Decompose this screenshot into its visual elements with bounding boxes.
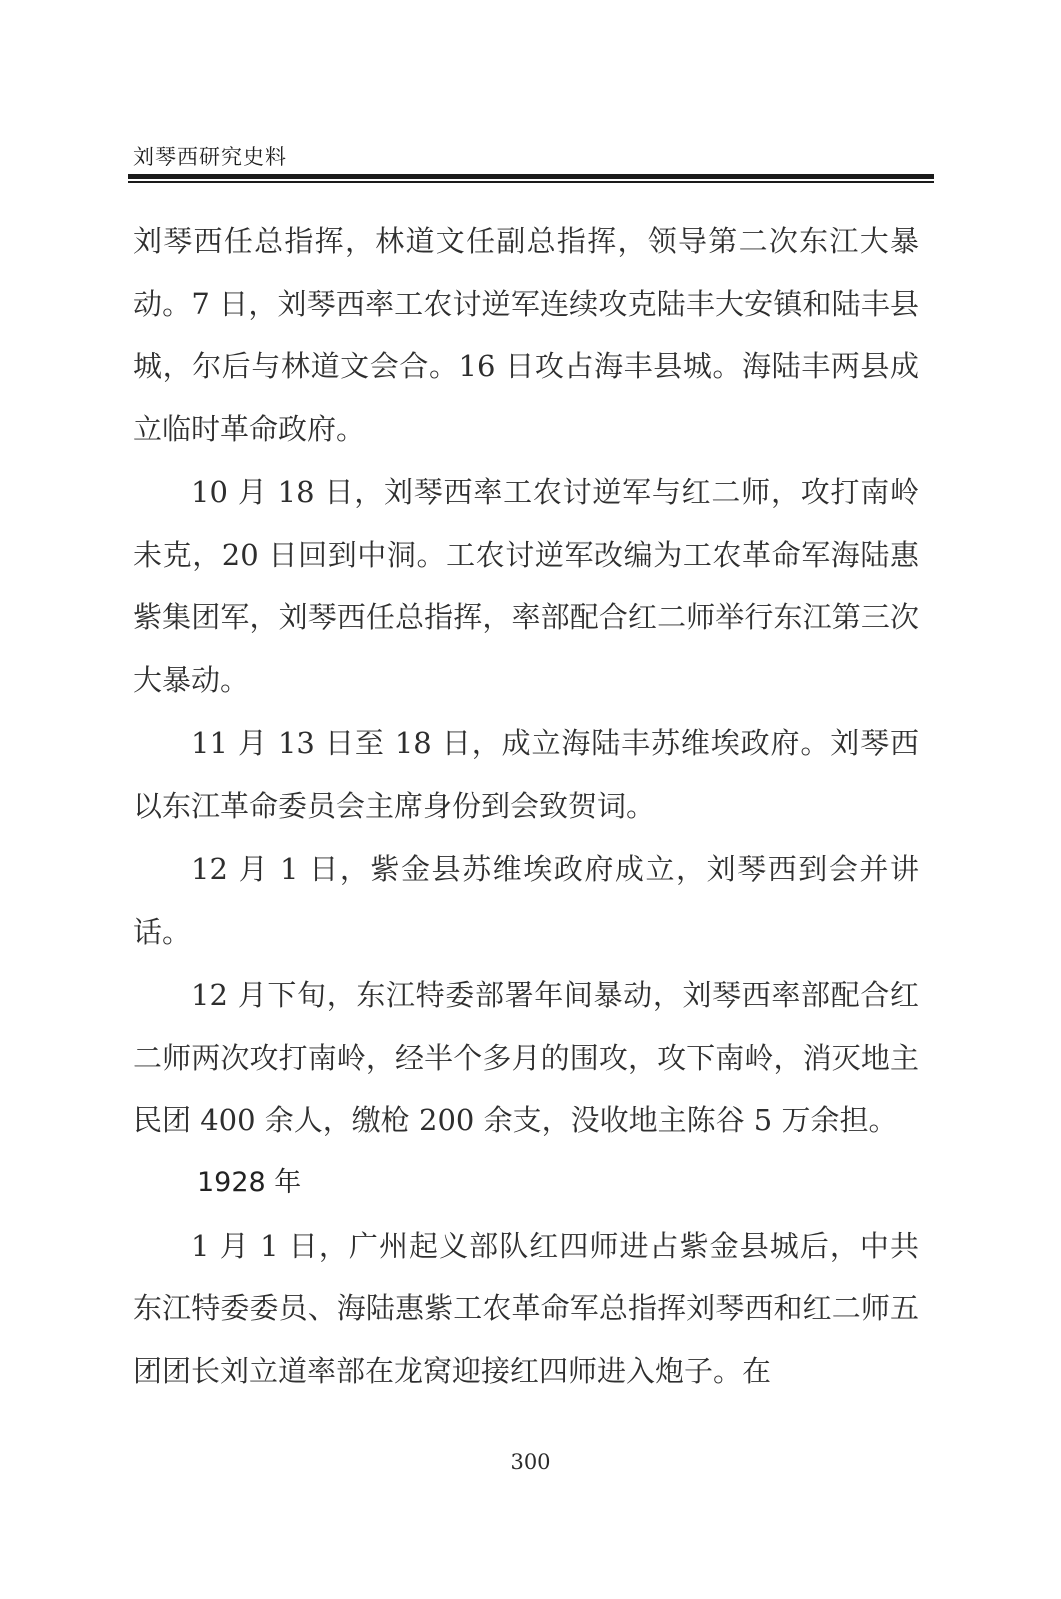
paragraph-oct-18: 10 月 18 日，刘琴西率工农讨逆军与红二师，攻打南岭未克，20 日回到中洞。工农讨逆军改编为工农革命军海陆惠紫集团军，刘琴西任总指挥，率部配合红二师举行东江第三次大暴动。 (133, 475, 919, 697)
page-number: 300 (510, 1450, 551, 1474)
paragraph-jan-1: 1 月 1 日，广州起义部队红四师进占紫金县城后，中共东江特委委员、海陆惠紫工农革命军总指挥刘琴西和红二师五团团长刘立道率部在龙窝迎接红四师进入炮子。在 (133, 1228, 919, 1388)
paragraph-continued: 刘琴西任总指挥，林道文任副总指挥，领导第二次东江大暴动。7 日，刘琴西率工农讨逆军连续攻克陆丰大安镇和陆丰县城，尔后与林道文会合。16 日攻占海丰县城。海陆丰两县成立临时革命政府。 (133, 224, 919, 446)
year-heading: 1928 年 (197, 1166, 302, 1198)
paragraph-dec-late: 12 月下旬，东江特委部署年间暴动，刘琴西率部配合红二师两次攻打南岭，经半个多月的围攻，攻下南岭，消灭地主民团 400 余人，缴枪 200 余支，没收地主陈谷 5 万余担。 (133, 978, 919, 1137)
paragraph-nov-13: 11 月 13 日至 18 日，成立海陆丰苏维埃政府。刘琴西以东江革命委员会主席身份到会致贺词。 (133, 726, 919, 823)
paragraph-dec-1: 12 月 1 日，紫金县苏维埃政府成立，刘琴西到会并讲话。 (133, 852, 919, 949)
header-rule-thick (128, 174, 934, 179)
body-text (133, 210, 919, 1402)
header-rule-thin (128, 181, 934, 183)
running-header: 刘琴西研究史料 (133, 145, 287, 169)
